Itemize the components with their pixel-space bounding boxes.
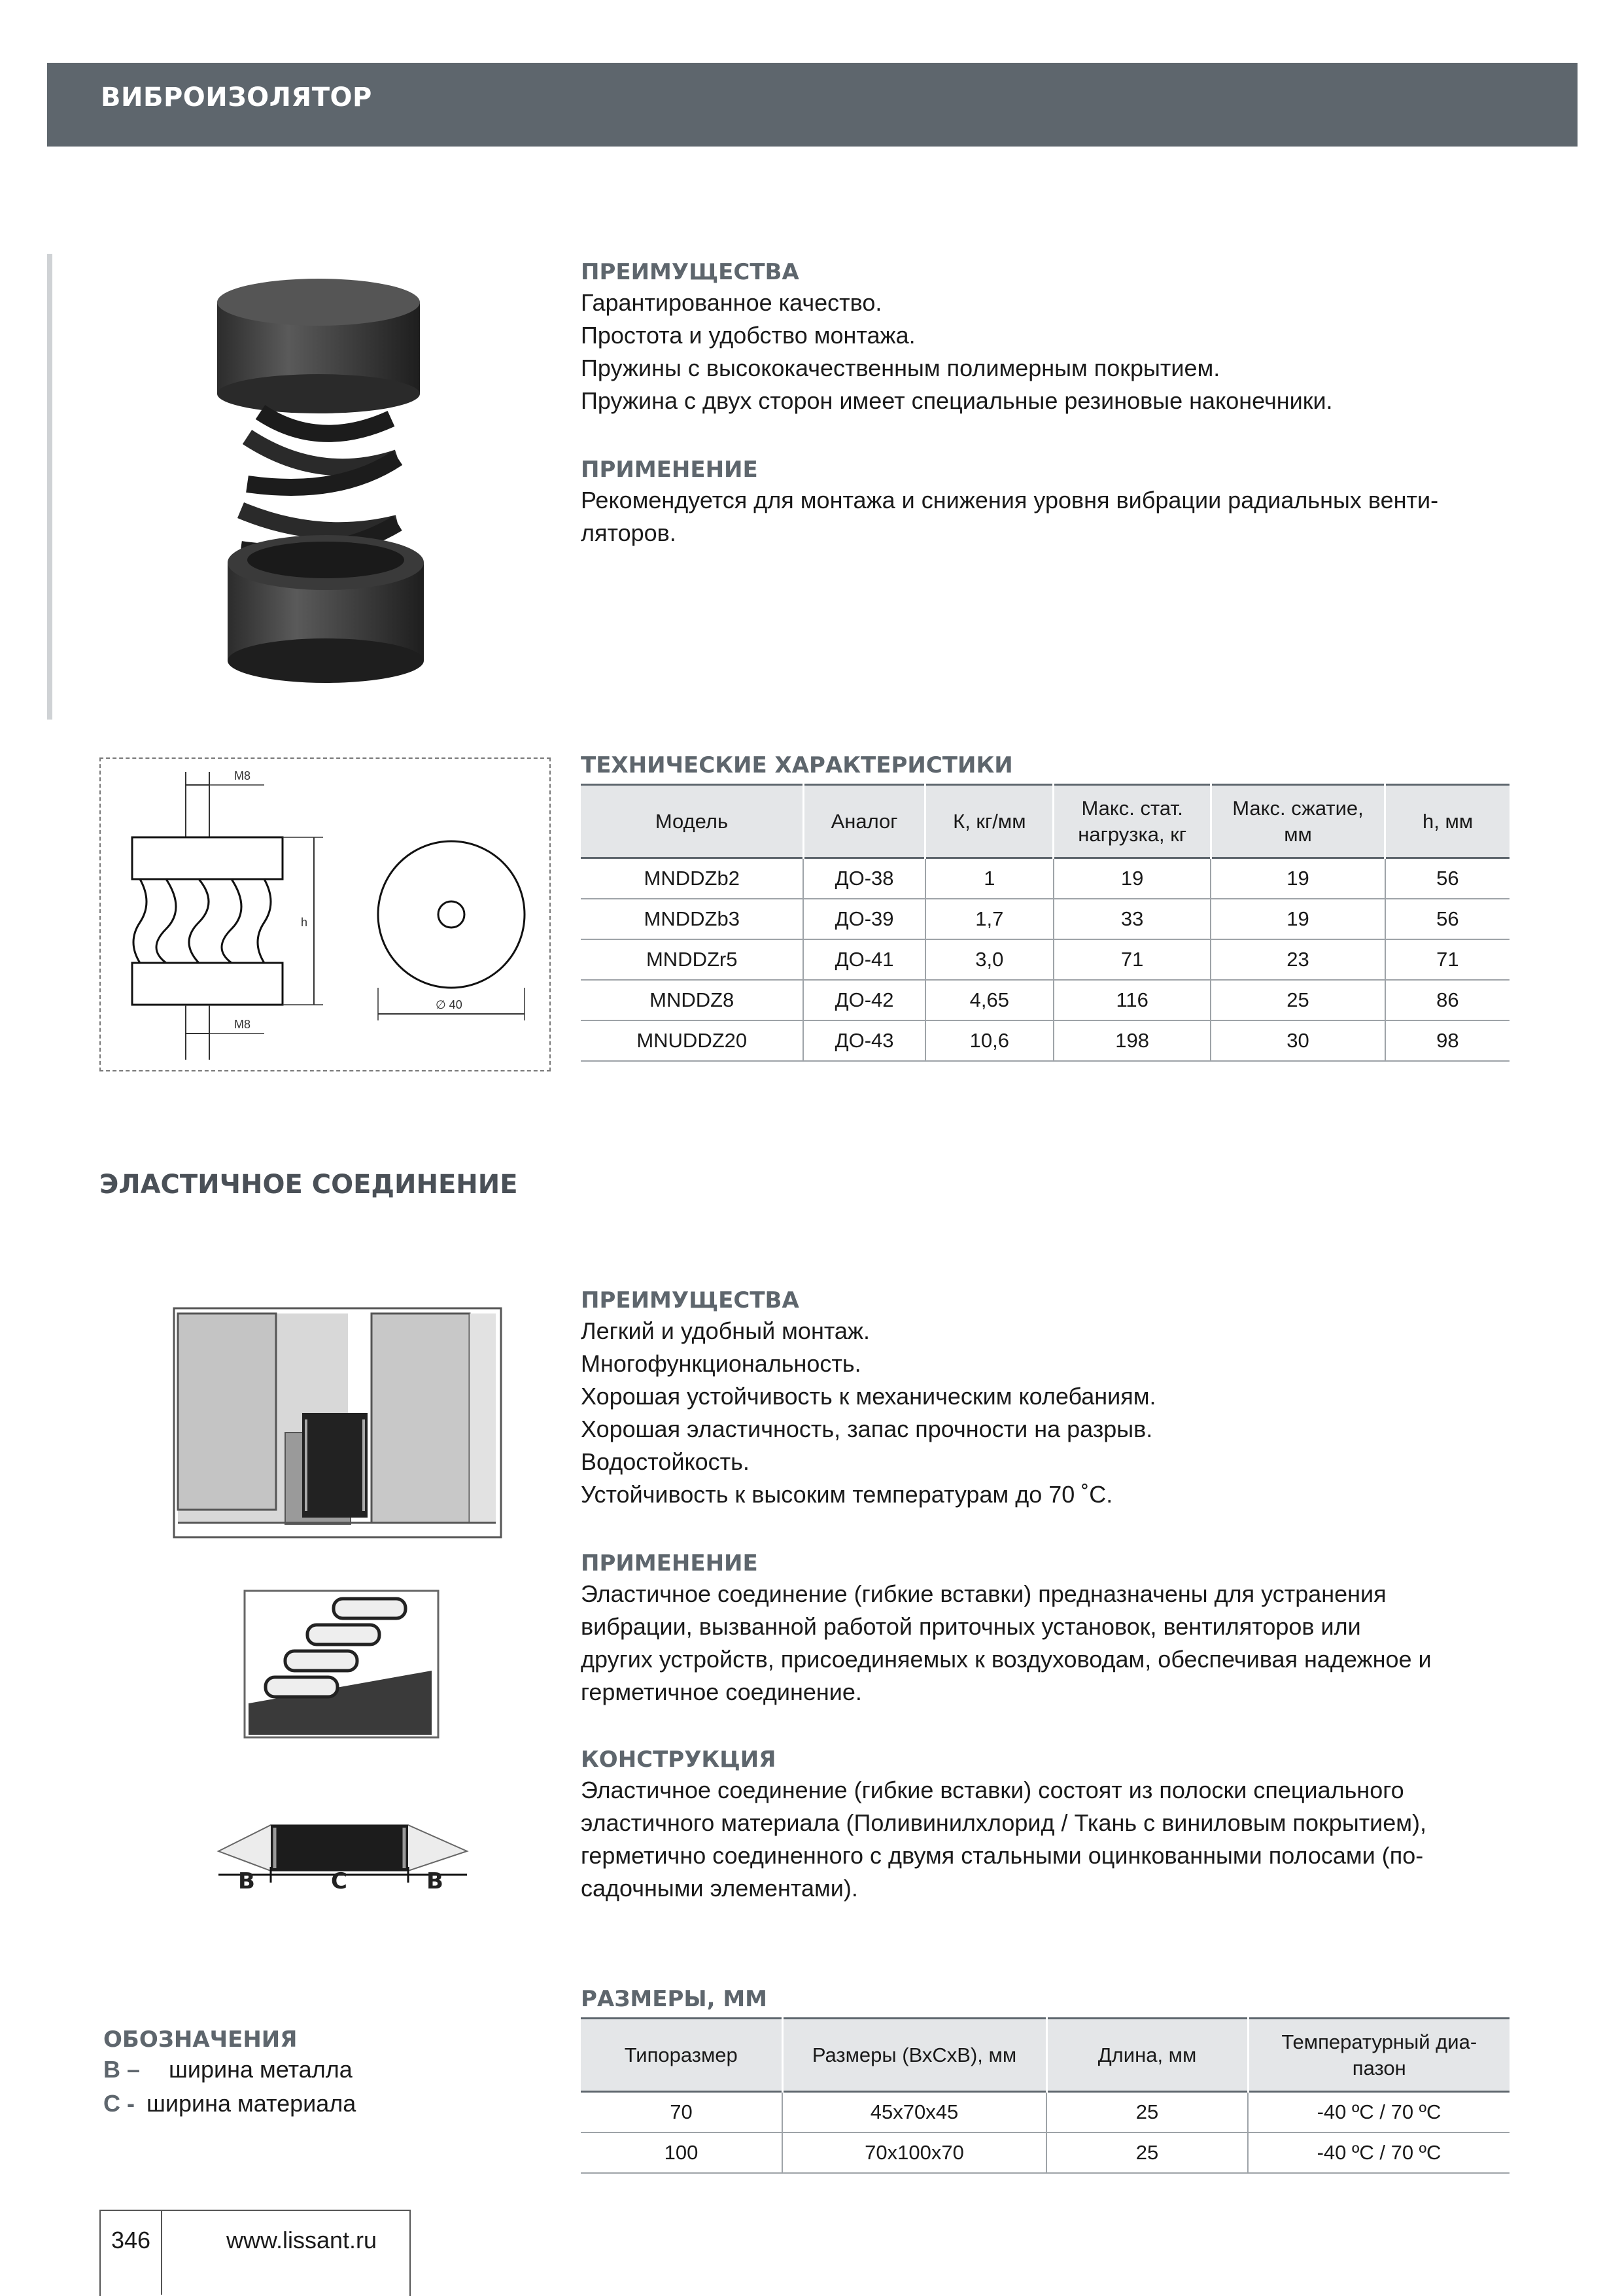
advantage-item: Пружина с двух сторон имеет специальные резиновые наконечники. — [581, 387, 1333, 414]
legend-item — [103, 2087, 356, 2121]
advantage-item: Гарантированное качество. — [581, 289, 882, 316]
column-header: Длина, мм — [1046, 2019, 1248, 2092]
table-cell: 56 — [1385, 858, 1510, 899]
table-cell: 23 — [1211, 939, 1385, 980]
application-line: вибрации, вызванной работой приточных установок, вентиляторов или — [581, 1613, 1361, 1640]
table-cell: ДО-42 — [803, 980, 925, 1020]
application-line: Эластичное соединение (гибкие вставки) предназначены для устранения — [581, 1580, 1387, 1607]
table-cell: -40 ºС / 70 ºС — [1248, 2132, 1510, 2173]
table-cell: 30 — [1211, 1020, 1385, 1061]
column-header: h, мм — [1385, 785, 1510, 858]
table-cell: MNDDZr5 — [581, 939, 803, 980]
application-line: герметичное соединение. — [581, 1679, 862, 1705]
column-header: Температурный диа-пазон — [1248, 2019, 1510, 2092]
table-cell: 10,6 — [925, 1020, 1054, 1061]
table-cell: -40 ºС / 70 ºС — [1248, 2092, 1510, 2133]
table-cell: 19 — [1054, 858, 1211, 899]
sizes-heading: РАЗМЕРЫ, ММ — [581, 1986, 768, 2012]
table-cell: ДО-43 — [803, 1020, 925, 1061]
table-cell: 71 — [1385, 939, 1510, 980]
table-cell: MNUDDZ20 — [581, 1020, 803, 1061]
advantage-item: Устойчивость к высоким температурам до 70 ˚С. — [581, 1481, 1113, 1508]
application-heading: ПРИМЕНЕНИЕ — [581, 457, 758, 483]
flexible-connector-profile-image — [235, 1586, 442, 1748]
application-heading: ПРИМЕНЕНИЕ — [581, 1550, 758, 1576]
table-cell: 70х100х70 — [782, 2132, 1046, 2173]
table-row — [581, 939, 1510, 980]
connector-advantages-block — [581, 1287, 1510, 1511]
table-cell: MNDDZb3 — [581, 899, 803, 939]
table-cell: 25 — [1046, 2092, 1248, 2133]
connector-construction-block — [581, 1747, 1510, 1905]
legend-heading: ОБОЗНАЧЕНИЯ — [103, 2026, 298, 2053]
table-cell: MNDDZ8 — [581, 980, 803, 1020]
table-cell: MNDDZb2 — [581, 858, 803, 899]
table-cell: 45х70х45 — [782, 2092, 1046, 2133]
column-header: Аналог — [803, 785, 925, 858]
table-cell: ДО-39 — [803, 899, 925, 939]
table-cell: 100 — [581, 2132, 782, 2173]
table-row — [581, 2132, 1510, 2173]
advantage-item: Легкий и удобный монтаж. — [581, 1317, 871, 1344]
advantages-heading: ПРЕИМУЩЕСТВА — [581, 259, 799, 285]
legend-text: ширина металла — [169, 2056, 353, 2083]
advantages-heading: ПРЕИМУЩЕСТВА — [581, 1287, 799, 1313]
side-rule — [47, 254, 52, 720]
page-title: ВИБРОИЗОЛЯТОР — [101, 82, 372, 113]
legend-text: ширина материала — [147, 2090, 356, 2117]
legend-key: В – — [103, 2056, 141, 2083]
page-header-bar — [47, 63, 1578, 147]
table-cell: 19 — [1211, 858, 1385, 899]
table-row — [581, 980, 1510, 1020]
column-header: К, кг/мм — [925, 785, 1054, 858]
table-row — [581, 2092, 1510, 2133]
application-line: других устройств, присоединяемых к воздуховодам, обеспечивая надежное и — [581, 1646, 1432, 1673]
table-cell: 25 — [1046, 2132, 1248, 2173]
table-cell: 3,0 — [925, 939, 1054, 980]
dimension-c-label: C — [331, 1868, 347, 1894]
advantage-item: Пружины с высококачественным полимерным покрытием. — [581, 355, 1220, 381]
table-cell: 86 — [1385, 980, 1510, 1020]
table-cell: 71 — [1054, 939, 1211, 980]
bottom-thread-label: M8 — [234, 1018, 251, 1031]
advantage-item: Водостойкость. — [581, 1448, 750, 1475]
legend-key: С - — [103, 2090, 135, 2117]
column-header: Размеры (ВхСхВ), мм — [782, 2019, 1046, 2092]
connector-application-block — [581, 1550, 1510, 1709]
table-cell: 19 — [1211, 899, 1385, 939]
construction-line: герметично соединенного с двумя стальными оцинкованными полосами (по- — [581, 1842, 1424, 1869]
table-cell: 56 — [1385, 899, 1510, 939]
table-cell: 33 — [1054, 899, 1211, 939]
diameter-label: ∅ 40 — [436, 998, 462, 1011]
table-cell: 198 — [1054, 1020, 1211, 1061]
top-thread-label: M8 — [234, 769, 251, 782]
advantage-item: Простота и удобство монтажа. — [581, 322, 916, 349]
table-cell: 4,65 — [925, 980, 1054, 1020]
legend-block — [103, 2026, 356, 2121]
table-cell: 116 — [1054, 980, 1211, 1020]
construction-line: эластичного материала (Поливинилхлорид / Ткань с виниловым покрытием), — [581, 1809, 1427, 1836]
table-cell: 25 — [1211, 980, 1385, 1020]
table-cell: 1 — [925, 858, 1054, 899]
height-dimension-label: h — [301, 916, 308, 929]
table-row — [581, 858, 1510, 899]
isolator-technical-drawing — [99, 757, 551, 1071]
dimension-b-right-label: B — [426, 1868, 443, 1894]
construction-line: Эластичное соединение (гибкие вставки) состоят из полоски специального — [581, 1777, 1404, 1803]
table-row — [581, 899, 1510, 939]
page-number: 346 — [111, 2227, 151, 2253]
table-cell: 70 — [581, 2092, 782, 2133]
footer-divider — [161, 2210, 162, 2295]
isolator-application-block — [581, 457, 1510, 549]
application-line: ляторов. — [581, 519, 676, 546]
vibration-isolator-photo — [188, 262, 463, 693]
construction-line: садочными элементами). — [581, 1875, 858, 1902]
advantage-item: Хорошая эластичность, запас прочности на разрыв. — [581, 1416, 1153, 1442]
sizes-block — [581, 1986, 1510, 2174]
table-cell: ДО-41 — [803, 939, 925, 980]
column-header: Модель — [581, 785, 803, 858]
section-title: ЭЛАСТИЧНОЕ СОЕДИНЕНИЕ — [99, 1170, 518, 1200]
column-header: Макс. сжатие, мм — [1211, 785, 1385, 858]
table-cell: 1,7 — [925, 899, 1054, 939]
legend-item — [103, 2053, 356, 2087]
dimension-b-left-label: B — [238, 1868, 255, 1894]
advantage-item: Хорошая устойчивость к механическим колебаниям. — [581, 1383, 1156, 1410]
isolator-advantages-block — [581, 259, 1510, 417]
construction-heading: КОНСТРУКЦИЯ — [581, 1747, 776, 1773]
advantage-item: Многофункциональность. — [581, 1350, 861, 1377]
column-header: Макс. стат. нагрузка, кг — [1054, 785, 1211, 858]
table-row — [581, 1020, 1510, 1061]
specs-heading: ТЕХНИЧЕСКИЕ ХАРАКТЕРИСТИКИ — [581, 752, 1013, 778]
sizes-table — [581, 2017, 1510, 2174]
specs-table — [581, 784, 1510, 1062]
website-link[interactable]: www.lissant.ru — [226, 2227, 377, 2253]
specs-block — [581, 752, 1510, 1062]
table-cell: 98 — [1385, 1020, 1510, 1061]
application-line: Рекомендуется для монтажа и снижения уровня вибрации радиальных венти- — [581, 487, 1439, 513]
table-cell: ДО-38 — [803, 858, 925, 899]
flexible-connector-installation-image — [154, 1295, 508, 1546]
column-header: Типоразмер — [581, 2019, 782, 2092]
